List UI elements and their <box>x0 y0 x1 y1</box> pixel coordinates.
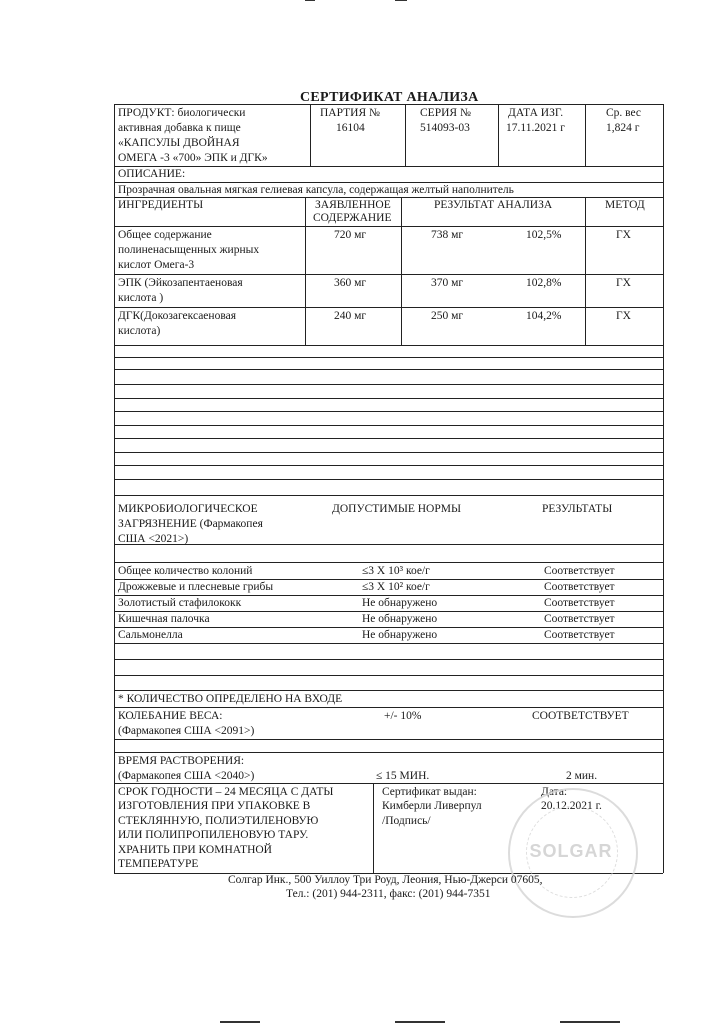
weight-variation-norm: +/- 10% <box>384 710 422 722</box>
ingredient-name: кислота ) <box>118 292 164 304</box>
product-line: активная добавка к пище <box>118 122 241 134</box>
weight-variation-label: КОЛЕБАНИЕ ВЕСА: <box>118 710 223 722</box>
product-line: «КАПСУЛЫ ДВОЙНАЯ <box>118 137 240 149</box>
description-text: Прозрачная овальная мягкая гелиевая капсула, содержащая желтый наполнитель <box>118 184 514 196</box>
certificate-date-value: 20.12.2021 г. <box>541 800 602 812</box>
certificate-date-label: Дата: <box>541 786 568 798</box>
shelf-life-line: ИЗГОТОВЛЕНИЯ ПРИ УПАКОВКЕ В <box>118 800 311 812</box>
scan-artifact <box>395 0 407 1</box>
ingredient-method: ГХ <box>616 277 631 289</box>
method-header: МЕТОД <box>605 199 645 211</box>
scan-artifact <box>220 1021 260 1023</box>
ingredient-name: ДГК(Докозагексаеновая <box>118 310 236 322</box>
micro-row-result: Соответствует <box>544 629 615 641</box>
micro-row-result: Соответствует <box>544 565 615 577</box>
product-line: ПРОДУКТ: биологически <box>118 107 246 119</box>
scan-artifact <box>560 1021 620 1023</box>
avg-weight-label: Ср. вес <box>606 107 642 119</box>
series-value: 514093-03 <box>420 122 470 134</box>
micro-row-result: Соответствует <box>544 613 615 625</box>
manufacture-date-value: 17.11.2021 г <box>506 122 565 134</box>
shelf-life-line: ТЕМПЕРАТУРЕ <box>118 858 199 870</box>
scan-artifact <box>305 0 315 1</box>
weight-variation-ref: (Фармакопея США <2091>) <box>118 725 255 737</box>
dissolution-result: 2 мин. <box>566 770 598 782</box>
declared-header: ЗАЯВЛЕННОЕ <box>315 199 391 211</box>
result-header: РЕЗУЛЬТАТ АНАЛИЗА <box>434 199 553 211</box>
company-stamp <box>508 788 638 918</box>
ingredient-name: ЭПК (Эйкозапентаеновая <box>118 277 243 289</box>
norms-header: ДОПУСТИМЫЕ НОРМЫ <box>332 503 462 515</box>
document-title: СЕРТИФИКАТ АНАЛИЗА <box>300 90 479 105</box>
micro-row-name: Общее количество колоний <box>118 565 253 577</box>
weight-variation-result: СООТВЕТСТВУЕТ <box>532 710 629 722</box>
ingredient-method: ГХ <box>616 310 631 322</box>
shelf-life-line: СТЕКЛЯННУЮ, ПОЛИЭТИЛЕНОВУЮ <box>118 815 319 827</box>
micro-row-name: Кишечная палочка <box>118 613 210 625</box>
footer-phone: Тел.: (201) 944-2311, факс: (201) 944-7351 <box>286 888 491 900</box>
ingredient-result: 738 мг <box>431 229 464 241</box>
certificate-issued-label: Сертификат выдан: <box>382 786 477 798</box>
micro-row-norm: Не обнаружено <box>362 613 438 625</box>
micro-row-norm: ≤3 X 10³ кое/г <box>362 565 430 577</box>
scan-artifact <box>395 1021 445 1023</box>
ingredient-name: кислот Омега-3 <box>118 259 195 271</box>
ingredient-method: ГХ <box>616 229 631 241</box>
series-label: СЕРИЯ № <box>420 107 471 119</box>
table-right-border <box>663 104 664 873</box>
dissolution-ref: (Фармакопея США <2040>) <box>118 770 255 782</box>
micro-row-result: Соответствует <box>544 597 615 609</box>
ingredient-name: кислота) <box>118 325 161 337</box>
micro-row-name: Золотистый стафилококк <box>118 597 242 609</box>
description-label: ОПИСАНИЕ: <box>118 168 186 180</box>
manufacture-date-label: ДАТА ИЗГ. <box>508 107 564 119</box>
dissolution-norm: ≤ 15 МИН. <box>376 770 430 782</box>
input-note: * КОЛИЧЕСТВО ОПРЕДЕЛЕНО НА ВХОДЕ <box>118 693 343 705</box>
shelf-life-line: ХРАНИТЬ ПРИ КОМНАТНОЙ <box>118 844 272 856</box>
micro-header: США <2021>) <box>118 533 189 545</box>
results-header: РЕЗУЛЬТАТЫ <box>542 503 613 515</box>
ingredient-percent: 104,2% <box>526 310 562 322</box>
micro-row-name: Сальмонелла <box>118 629 183 641</box>
ingredient-declared: 240 мг <box>334 310 367 322</box>
micro-row-result: Соответствует <box>544 581 615 593</box>
footer-address: Солгар Инк., 500 Уиллоу Три Роуд, Леония, Нью-Джерси 07605, <box>228 874 543 886</box>
batch-label: ПАРТИЯ № <box>320 107 380 119</box>
shelf-life-line: ИЛИ ПОЛИПРОПИЛЕНОВУЮ ТАРУ. <box>118 829 309 841</box>
table-left-border <box>114 104 115 873</box>
dissolution-label: ВРЕМЯ РАСТВОРЕНИЯ: <box>118 755 245 767</box>
ingredient-name: Общее содержание <box>118 229 212 241</box>
stamp-text: SOLGAR <box>529 841 613 861</box>
table-top-border <box>114 104 663 105</box>
ingredient-percent: 102,5% <box>526 229 562 241</box>
micro-header: ЗАГРЯЗНЕНИЕ (Фармакопея <box>118 518 263 530</box>
ingredient-declared: 360 мг <box>334 277 367 289</box>
product-line: ОМЕГА -3 «700» ЭПК и ДГК» <box>118 152 268 164</box>
ingredient-declared: 720 мг <box>334 229 367 241</box>
certificate-issuer: Кимберли Ливерпул <box>382 800 482 812</box>
micro-row-norm: Не обнаружено <box>362 629 438 641</box>
micro-header: МИКРОБИОЛОГИЧЕСКОЕ <box>118 503 258 515</box>
micro-row-norm: Не обнаружено <box>362 597 438 609</box>
certificate-signature: /Подпись/ <box>382 815 431 827</box>
micro-row-name: Дрожжевые и плесневые грибы <box>118 581 274 593</box>
ingredient-result: 370 мг <box>431 277 464 289</box>
avg-weight-value: 1,824 г <box>606 122 640 134</box>
ingredient-name: полиненасыщенных жирных <box>118 244 260 256</box>
ingredient-percent: 102,8% <box>526 277 562 289</box>
shelf-life-line: СРОК ГОДНОСТИ – 24 МЕСЯЦА С ДАТЫ <box>118 786 334 798</box>
batch-value: 16104 <box>336 122 365 134</box>
ingredient-result: 250 мг <box>431 310 464 322</box>
declared-header: СОДЕРЖАНИЕ <box>313 212 392 224</box>
ingredients-header: ИНГРЕДИЕНТЫ <box>118 199 204 211</box>
micro-row-norm: ≤3 X 10² кое/г <box>362 581 430 593</box>
